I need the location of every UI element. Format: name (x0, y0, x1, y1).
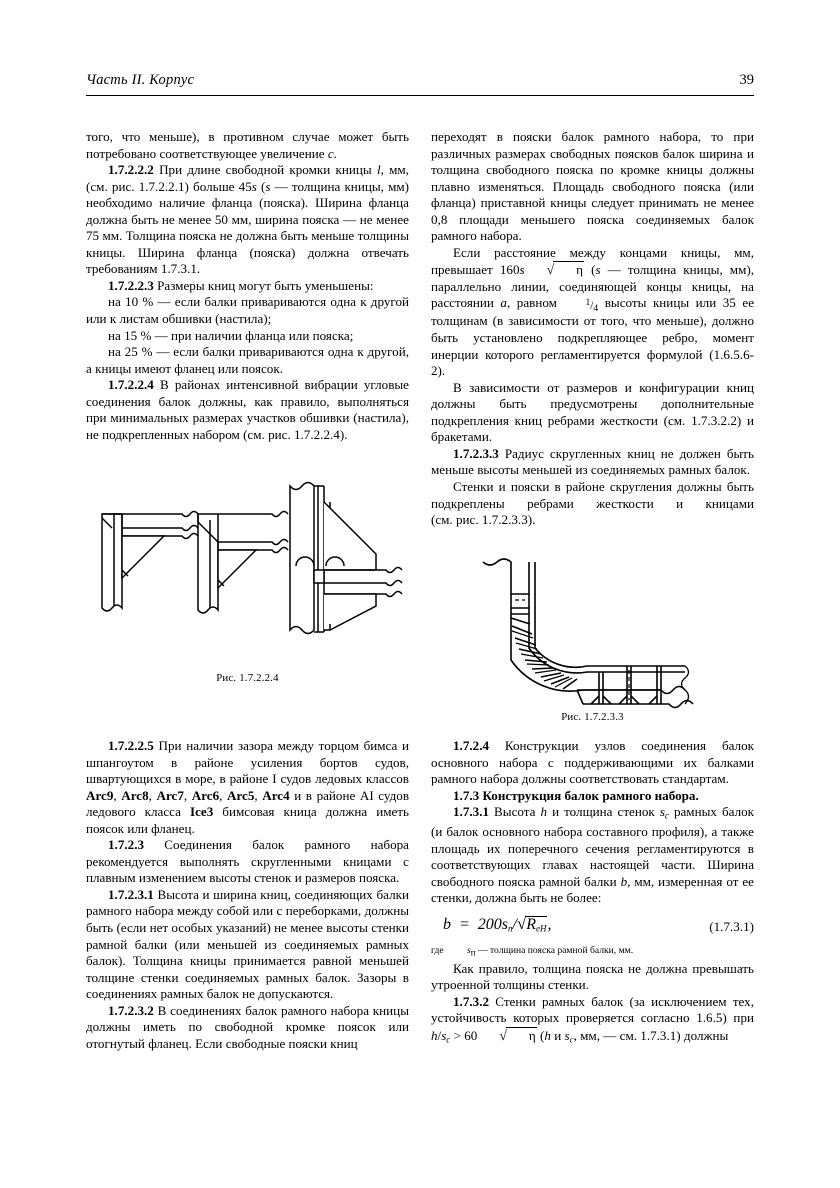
running-head-title: Часть II. Корпус (86, 72, 195, 88)
figure-1-caption: Рис. 1.7.2.2.4 (216, 672, 279, 684)
paragraph: 1.7.2.3 Соединения балок рамного набора рекомендуется выполнять скругленными кницами с плавным изменением высоты стенок и размеров пояска. (86, 837, 409, 886)
ice-class-arc5: Arc5 (227, 787, 255, 803)
paragraph: 1.7.3.2 Стенки рамных балок (за исключением тех, устойчивость которых проверяется согласно 1.6.5) при $h/s_c > 60$ √ η (h и $s_c$, мм, — см. 1.7.3.1) должны (431, 993, 754, 1045)
paragraph: 1.7.2.3.2 В соединениях балок рамного набора кницы должны иметь по свободной кромке поясок или отогнутый фланец. Если свободные пояски книц (86, 1002, 409, 1051)
right-column-bottom (431, 738, 754, 1048)
paragraph: Если расстояние между концами кницы, мм, превышает 160s √ η (s — толщина кницы, мм), параллельно линии, соединяющей концы кницы, на расстоянии a, равном $^1$/4 высоты кницы или 35 ее толщинам (в зависимости от того, что меньше), должно быть установлено подкрепляющее ребро, момент инерции которого регламентируется формулой (1.6.5.6-2). (431, 244, 755, 379)
figure-1-7-2-3-3 (431, 548, 754, 740)
left-column-top (86, 129, 409, 443)
paragraph: 1.7.2.3.1 Высота и ширина книц, соединяющих балки рамного набора между собой или с переборками, должны быть (если нет особых указаний) не менее высоты стенки рамной балки (или меньшей из соединяемых рамных балок). Толщина кницы принимается равной меньшей толщине стенки соединяемых рамных балок. Зазоры в соединениях рамных балок не допускаются. (86, 886, 409, 1002)
figure-2-caption: Рис. 1.7.2.3.3 (561, 711, 624, 723)
paragraph: 1.7.2.3.3 Радиус скругленных книц не должен быть меньше высоты меньшей из соединяемых рамных балок. (431, 445, 754, 478)
page-number: 39 (739, 72, 754, 88)
paragraph: 1.7.2.2.5 При наличии зазора между торцом бимса и шпангоутом в районе усиления бортов судов, швартующихся в море, в районе I судов ледовых классов Arc9, Arc8, Arc7, Arc6, Arc5, Arc4 и в районе AI судов ледового класса Ice3 бимсовая кница должна иметь поясок или фланец. (86, 738, 410, 836)
ice-class-ice3: Ice3 (189, 804, 214, 820)
formula-where-note: где sп — толщина пояска рамной балки, мм. (431, 944, 634, 958)
paragraph: 1.7.3.1 Высота h и толщина стенок $s_c$ рамных балок (и балок основного набора составного профиля), а также площадь их поперечного сечения регламентируются в соответствующих главах настоящей части. Ширина свободного пояска рамной балки b, мм, измеренная от ее стенки, должна быть не более: (431, 804, 755, 906)
paragraph: Стенки и пояски в районе скругления должны быть подкреплены ребрами жесткости и кницами (см. рис. 1.7.2.3.3). (431, 478, 754, 528)
figure-1-7-2-2-4 (86, 470, 409, 700)
ice-class-arc6: Arc6 (191, 787, 220, 803)
right-column-top (431, 129, 754, 529)
paragraph: 1.7.2.2.2 При длине свободной кромки кницы l, мм, (см. рис. 1.7.2.2.1) больше 45s (s — толщина кницы, мм) необходимо наличие фланца (пояска). Ширина фланца должна быть не менее 50 мм, ширина пояска — не менее 75 мм. Толщина пояска не должна быть меньше толщины кницы. Ширина фланца (пояска) должна отвечать требованиям 1.7.3.1. (86, 162, 409, 277)
section-heading: 1.7.3 Конструкция балок рамного набора. (453, 787, 699, 803)
where-label: где (431, 944, 444, 956)
paragraph: на 10 % — если балки привариваются одна к другой или к листам обшивки (настила); (86, 294, 409, 327)
paragraph: того, что меньше), в противном случае может быть потребовано соответствующее увеличение c. (86, 129, 409, 161)
paragraph: В зависимости от размеров и конфигурации книц должны быть предусмотрены дополнительные подкрепления книц ребрами жесткости (см. 1.7.3.2.2) и бракетами. (431, 379, 754, 445)
paragraph: 1.7.2.2.3 Размеры книц могут быть уменьшены: (108, 277, 374, 293)
ice-class-arc8: Arc8 (121, 787, 149, 803)
figure-2-drawing (431, 548, 754, 718)
formula-number: (1.7.3.1) (709, 918, 754, 934)
formula-1-7-3-1 (431, 913, 754, 942)
ice-class-arc4: Arc4 (262, 787, 290, 803)
paragraph: Как правило, толщина пояска не должна превышать утроенной толщины стенки. (431, 960, 754, 993)
figure-1-drawing-right (86, 470, 409, 670)
ice-class-arc9: Arc9 (86, 787, 114, 803)
left-column-bottom (86, 738, 409, 1052)
paragraph: на 25 % — если балки привариваются одна к другой, а кницы имеют фланец или поясок. (86, 344, 409, 376)
header-divider (86, 95, 754, 96)
paragraph: на 15 % — при наличии фланца или пояска; (108, 327, 354, 343)
formula-body: $b = 200s_п/√R_{eH}$, (443, 916, 551, 937)
paragraph: 1.7.2.4 Конструкции узлов соединения балок основного набора с поддерживающими их балками рамного набора должны соответствовать стандартам. (431, 738, 754, 787)
ice-class-arc7: Arc7 (156, 787, 184, 803)
paragraph: 1.7.2.2.4 В районах интенсивной вибрации угловые соединения балок должны, как правило, выполняться при минимальных размерах участков обшивки (настила), не подкрепленных набором (см. рис. 1.7.2.2.4). (86, 377, 409, 442)
paragraph: переходят в пояски балок рамного набора, то при различных размерах свободных поясков балок ширина и толщина свободного пояска по кромке кницы должны плавно изменяться. Площадь свободного пояска (или фланца) приставной кницы следует принимать не менее 0,8 площади меньшего пояска соединяемых балок рамного набора. (431, 129, 754, 244)
